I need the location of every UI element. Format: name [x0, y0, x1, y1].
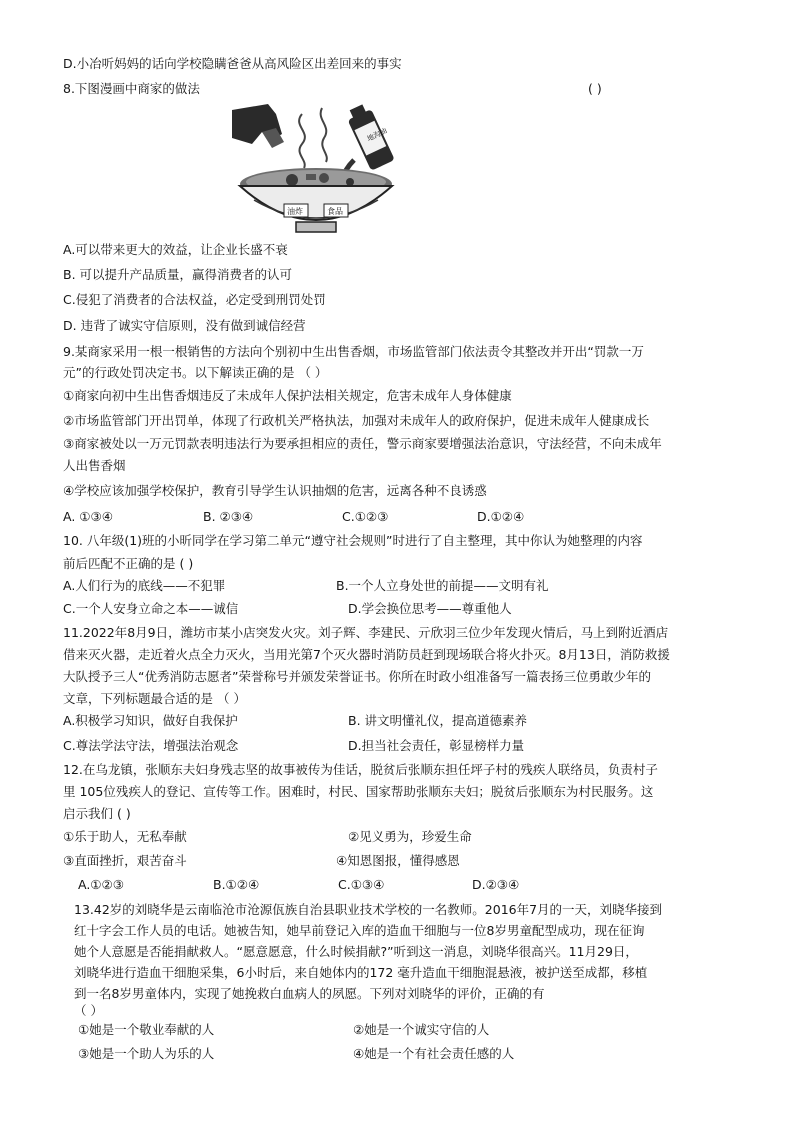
q12-choice-a: A.①②③	[78, 877, 124, 892]
q13-stem-line-5: 到一名8岁男童体内，实现了她挽救白血病人的夙愿。下列对刘晓华的评价，正确的有	[74, 986, 545, 1001]
q13-stem-line-3: 她个人意愿是否能捐献救人。“愿意愿意，什么时候捐献?”听到这一消息，刘晓华很高兴。11月29日，	[74, 944, 638, 959]
q8-cartoon-image	[232, 104, 404, 236]
q9-choice-a: A. ①③④	[63, 509, 113, 524]
q12-choice-d: D.②③④	[472, 877, 520, 892]
q13-statement-3: ③她是一个助人为乐的人	[78, 1046, 215, 1061]
q10-stem-line-1: 10. 八年级(1)班的小昕同学在学习第二单元“遵守社会规则”时进行了自主整理，其中你认为她整理的内容	[63, 533, 643, 548]
q10-option-d: D.学会换位思考——尊重他人	[348, 601, 512, 616]
q10-stem-line-2: 前后匹配不正确的是 ( )	[63, 556, 194, 571]
q8-option-d: D. 违背了诚实守信原则，没有做到诚信经营	[63, 318, 306, 333]
q12-statement-4: ④知恩图报，懂得感恩	[336, 853, 460, 868]
q11-option-b: B. 讲文明懂礼仪，提高道德素养	[348, 713, 528, 728]
q12-stem-line-2: 里 105位残疾人的登记、宣传等工作。困难时，村民、国家帮助张顺东夫妇；脱贫后张顺东为村民服务。这	[63, 784, 654, 799]
q9-stem-line-1: 9.某商家采用一根一根销售的方法向个别初中生出售香烟，市场监管部门依法责令其整改并开出“罚款一万	[63, 344, 644, 359]
q7-option-d: D.小冶听妈妈的话向学校隐瞒爸爸从高风险区出差回来的事实	[63, 56, 402, 71]
q13-statement-1: ①她是一个敬业奉献的人	[78, 1022, 215, 1037]
q13-answer-paren: （ ）	[74, 1003, 103, 1018]
q12-statement-1: ①乐于助人，无私奉献	[63, 829, 187, 844]
q9-choice-d: D.①②④	[477, 509, 525, 524]
q13-statement-2: ②她是一个诚实守信的人	[353, 1022, 490, 1037]
q8-cartoon-bowl-label-2: 食品	[327, 207, 343, 216]
q12-statement-2: ②见义勇为，珍爱生命	[348, 829, 472, 844]
q11-stem-line-1: 11.2022年8月9日，潍坊市某小店突发火灾。刘子辉、李建民、亓欣羽三位少年发现火情后，马上到附近酒店	[63, 625, 669, 640]
q13-stem-line-2: 红十字会工作人员的电话。她被告知，她早前登记入库的造血干细胞与一位8岁男童配型成功，现在征询	[74, 923, 645, 938]
q11-stem-line-3: 大队授予三人“优秀消防志愿者”荣誉称号并颁发荣誉证书。你所在时政小组准备写一篇表扬三位勇敢少年的	[63, 669, 651, 684]
q10-option-c: C.一个人安身立命之本——诚信	[63, 601, 239, 616]
q9-statement-3: ③商家被处以一万元罚款表明违法行为要承担相应的责任，警示商家要增强法治意识，守法经营，不向未成年	[63, 436, 662, 451]
q11-option-c: C.尊法学法守法，增强法治观念	[63, 738, 239, 753]
q8-answer-paren: ( )	[588, 81, 602, 96]
q9-statement-2: ②市场监管部门开出罚单，体现了行政机关严格执法，加强对未成年人的政府保护，促进未成年人健康成长	[63, 413, 650, 428]
q11-stem-line-2: 借来灭火器，走近着火点全力灭火，当用光第7个灭火器时消防员赶到现场联合将火扑灭。8月13日，消防救援	[63, 647, 670, 662]
q12-choice-b: B.①②④	[213, 877, 260, 892]
q8-option-c: C.侵犯了消费者的合法权益，必定受到刑罚处罚	[63, 292, 326, 307]
q9-stem-line-2: 元”的行政处罚决定书。以下解读正确的是 （ ）	[63, 365, 328, 380]
q13-statement-4: ④她是一个有社会责任感的人	[353, 1046, 515, 1061]
q13-stem-line-1: 13.42岁的刘晓华是云南临沧市沧源佤族自治县职业技术学校的一名教师。2016年7月的一天，刘晓华接到	[74, 902, 663, 917]
q11-stem-line-4: 文章，下列标题最合适的是 （ ）	[63, 691, 246, 706]
q9-choice-c: C.①②③	[342, 509, 389, 524]
q9-choice-b: B. ②③④	[203, 509, 254, 524]
q9-statement-1: ①商家向初中生出售香烟违反了未成年人保护法相关规定，危害未成年人身体健康	[63, 388, 512, 403]
q11-option-a: A.积极学习知识，做好自我保护	[63, 713, 238, 728]
q8-option-b: B. 可以提升产品质量，赢得消费者的认可	[63, 267, 293, 282]
q8-cartoon-bottle-label: 地沟油	[365, 126, 389, 144]
q10-option-a: A.人们行为的底线——不犯罪	[63, 578, 226, 593]
q12-stem-line-1: 12.在乌龙镇，张顺东夫妇身残志坚的故事被传为佳话，脱贫后张顺东担任坪子村的残疾人联络员，负责村子	[63, 762, 658, 777]
q11-option-d: D.担当社会责任，彰显榜样力量	[348, 738, 525, 753]
q9-statement-4: ④学校应该加强学校保护，教育引导学生认识抽烟的危害，远离各种不良诱惑	[63, 483, 487, 498]
q8-option-a: A.可以带来更大的效益，让企业长盛不衰	[63, 242, 288, 257]
q8-stem: 8.下图漫画中商家的做法	[63, 81, 200, 96]
q9-statement-3-cont: 人出售香烟	[63, 458, 126, 473]
q12-stem-line-3: 启示我们 ( )	[63, 806, 131, 821]
q13-stem-line-4: 刘晓华进行造血干细胞采集，6小时后，来自她体内的172 毫升造血干细胞混悬液，被护送至成都，移植	[74, 965, 648, 980]
q12-choice-c: C.①③④	[338, 877, 385, 892]
q8-cartoon-bowl-label-1: 油炸	[287, 207, 303, 216]
q12-statement-3: ③直面挫折，艰苦奋斗	[63, 853, 187, 868]
q10-option-b: B.一个人立身处世的前提——文明有礼	[336, 578, 549, 593]
